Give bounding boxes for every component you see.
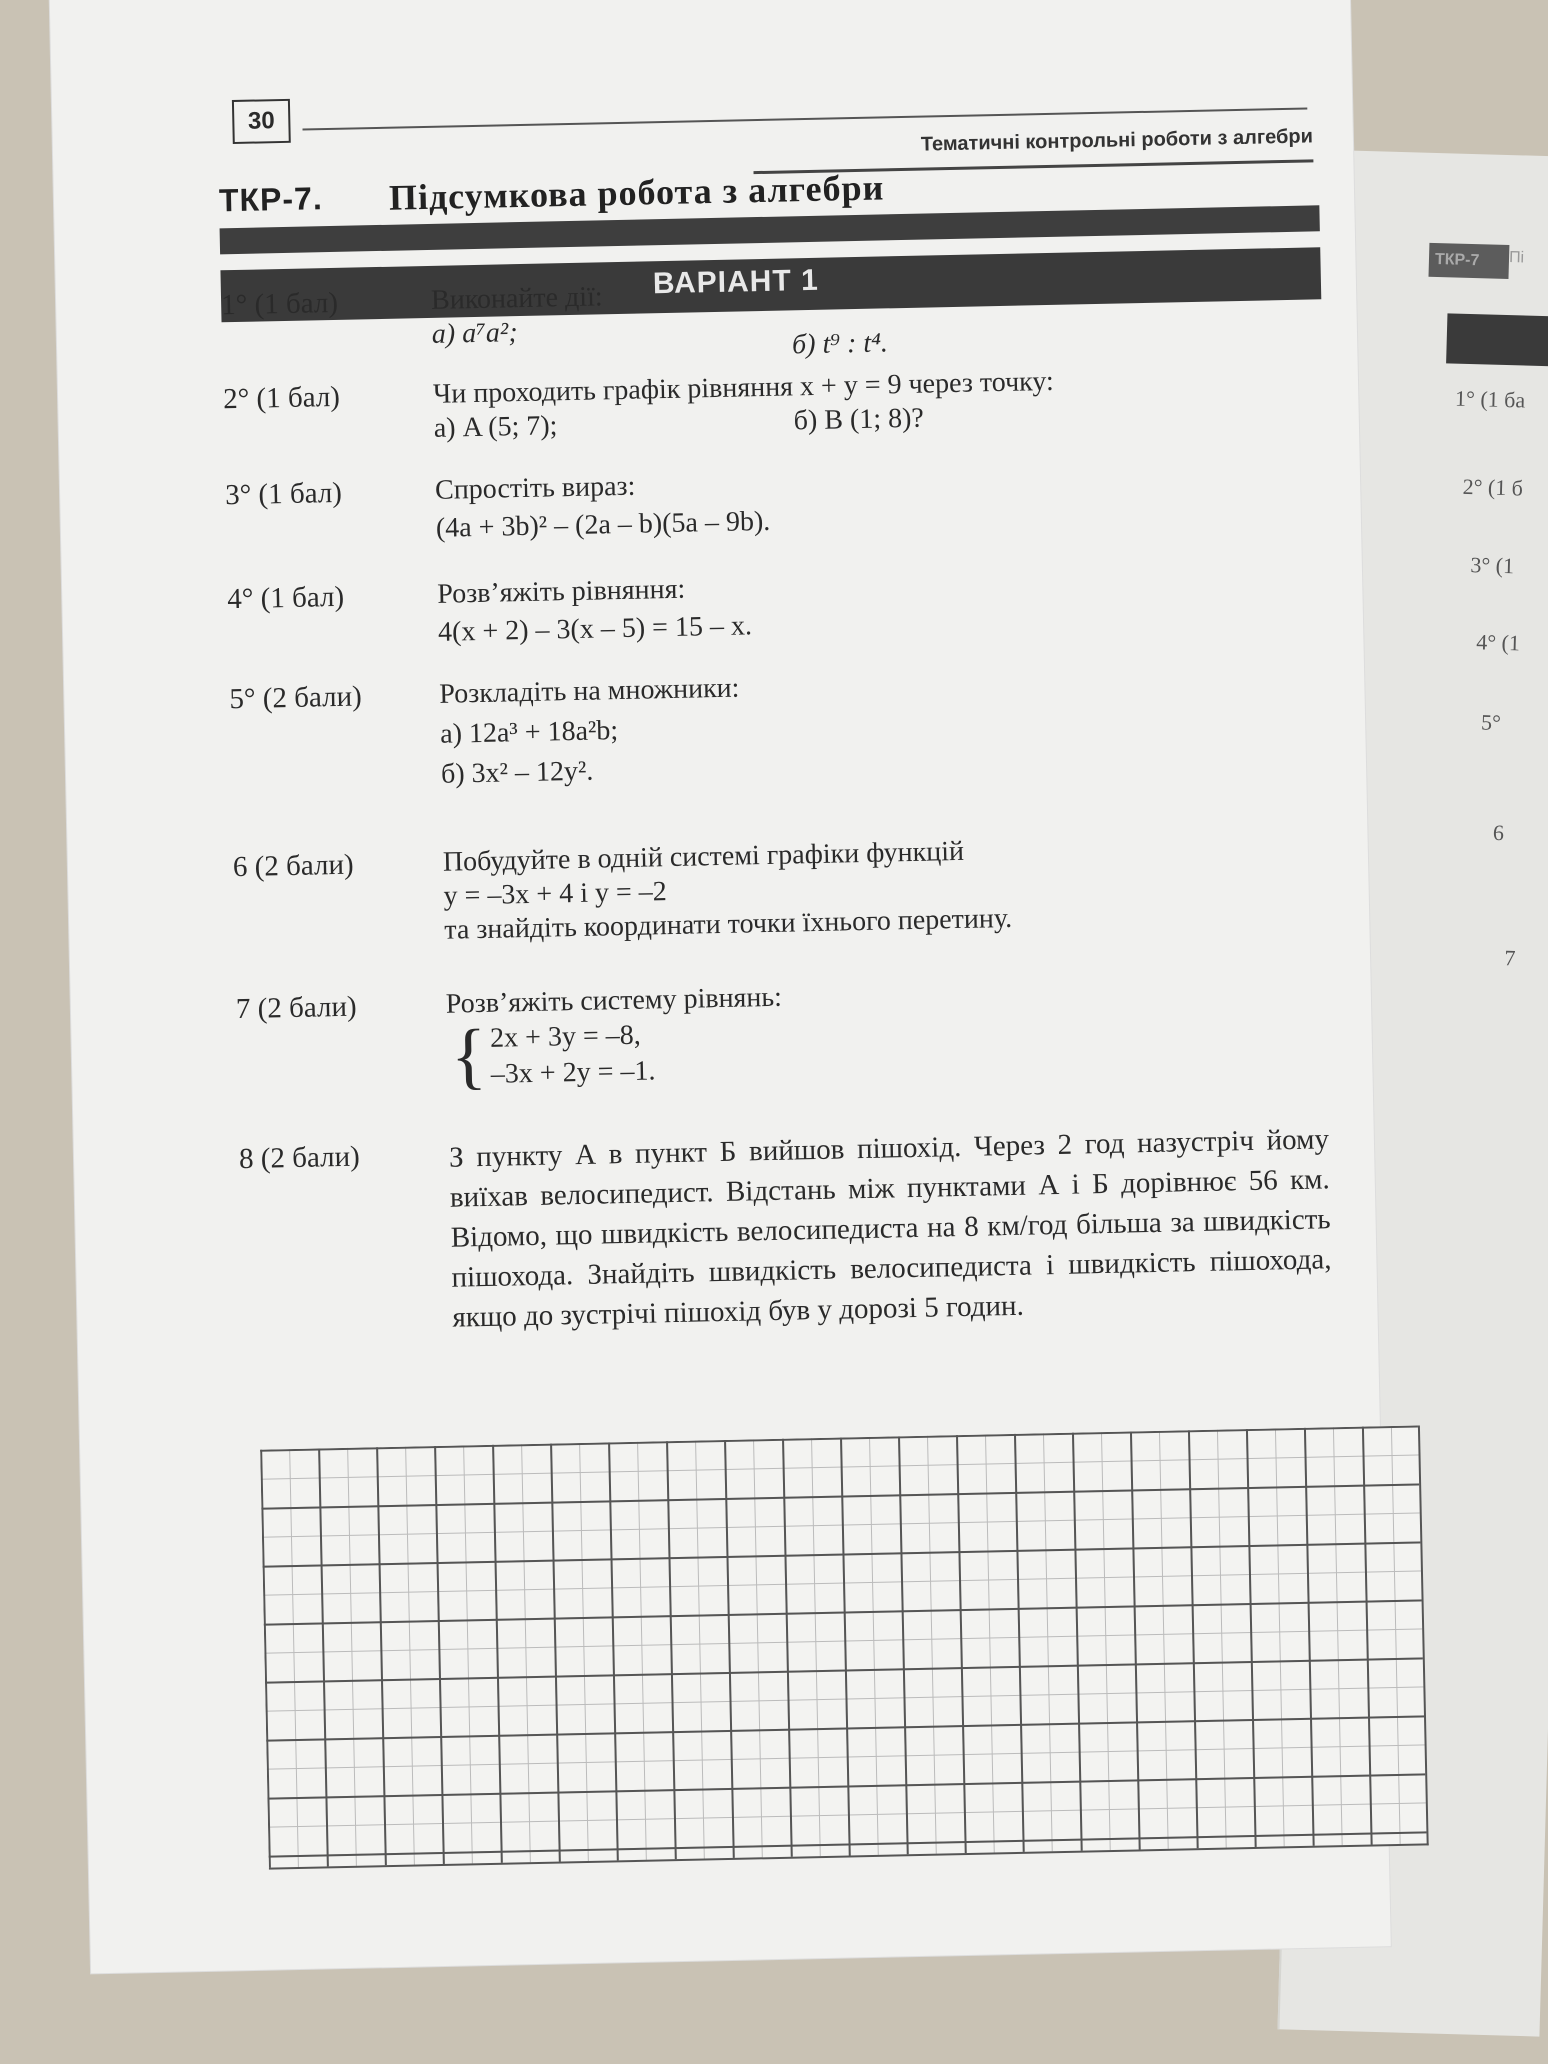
task-option-b: б) 3x² – 12y².	[440, 755, 594, 790]
next-page-variant-band	[1446, 313, 1548, 367]
next-page-task-number: 5°	[1480, 709, 1502, 735]
variant-label: ВАРІАНТ 1	[652, 263, 820, 301]
task-number: 2° (1 бал)	[222, 380, 341, 416]
task-expression: (4a + 3b)² – (2a – b)(5a – 9b).	[435, 505, 771, 544]
task-question: Розв’яжіть рівняння:	[436, 573, 686, 610]
task-number: 6 (2 бали)	[232, 848, 354, 884]
next-page-task-number: 7	[1504, 945, 1516, 971]
task-number: 8 (2 бали)	[238, 1140, 361, 1176]
task-functions: y = –3x + 4 і y = –2	[443, 876, 668, 912]
task-equation: 4(x + 2) – 3(x – 5) = 15 – x.	[437, 610, 753, 648]
next-page-task-number: 3° (1	[1470, 552, 1515, 579]
task-question: Розв’яжіть систему рівнянь:	[445, 981, 783, 1020]
title-band	[220, 205, 1320, 254]
system-equation-2: –3x + 2y = –1.	[490, 1055, 656, 1090]
task-number: 3° (1 бал)	[224, 476, 343, 512]
work-title: Підсумкова робота з алгебри	[388, 167, 885, 218]
task-option-b: б) B (1; 8)?	[793, 402, 925, 437]
task-4	[227, 559, 1327, 648]
task-question: Спростіть вираз:	[434, 470, 636, 506]
task-8	[238, 1119, 1339, 1334]
task-number: 1° (1 бал)	[220, 286, 339, 322]
task-option-b: б) t⁹ : t⁴.	[791, 327, 889, 361]
task-number: 4° (1 бал)	[227, 580, 345, 616]
next-page-tag-rest: Пі	[1508, 249, 1525, 267]
task-question: Побудуйте в одній системі графіки функцій	[442, 835, 965, 878]
next-page-task-number: 2° (1 б	[1462, 473, 1524, 501]
next-page-task-number: 1° (1 ба	[1454, 385, 1526, 413]
task-number: 5° (2 бали)	[229, 680, 363, 716]
next-page-tag: ТКР-7	[1428, 243, 1509, 279]
task-word-problem: З пункту А в пункт Б вийшов пішохід. Через 2 год назустріч йому виїхав велосипедист. Відстань між пунктами А і Б дорівнює 56 км. Відомо, що швидкість велосипедиста на 8 км/год більша за швидкість пішохода. Знайдіть швидкість велосипедиста і швидкість пішохода, якщо до зустрічі пішохід був у дорозі 5 годин.	[448, 1123, 1332, 1334]
task-option-a: а) 12a³ + 18a²b;	[439, 715, 619, 750]
next-page-task-number: 6	[1492, 819, 1505, 846]
task-6	[232, 827, 1333, 946]
work-code: ТКР-7.	[218, 180, 324, 219]
task-question: Виконайте дії:	[430, 281, 603, 316]
task-3	[224, 455, 1325, 544]
system-equation-1: 2x + 3y = –8,	[489, 1019, 642, 1054]
system-brace: {	[450, 1014, 488, 1098]
task-7	[235, 969, 1336, 1098]
worksheet-page	[49, 0, 1391, 1973]
header-rule	[302, 108, 1307, 131]
task-question: Розкладіть на множники:	[439, 672, 740, 710]
task-number: 7 (2 бали)	[235, 990, 357, 1026]
running-head: Тематичні контрольні роботи з алгебри	[920, 125, 1314, 156]
task-question-continued: та знайдіть координати точки їхнього перетину.	[443, 902, 1013, 946]
page-number: 30	[232, 99, 291, 144]
next-page-task-number: 4° (1	[1475, 629, 1521, 656]
task-option-a: а) A (5; 7);	[433, 410, 558, 444]
answer-grid	[260, 1425, 1429, 1869]
task-option-a: а) a⁷a²;	[431, 317, 518, 350]
task-question: Чи проходить графік рівняння x + y = 9 через точку:	[432, 365, 1055, 410]
task-5	[229, 659, 1329, 790]
